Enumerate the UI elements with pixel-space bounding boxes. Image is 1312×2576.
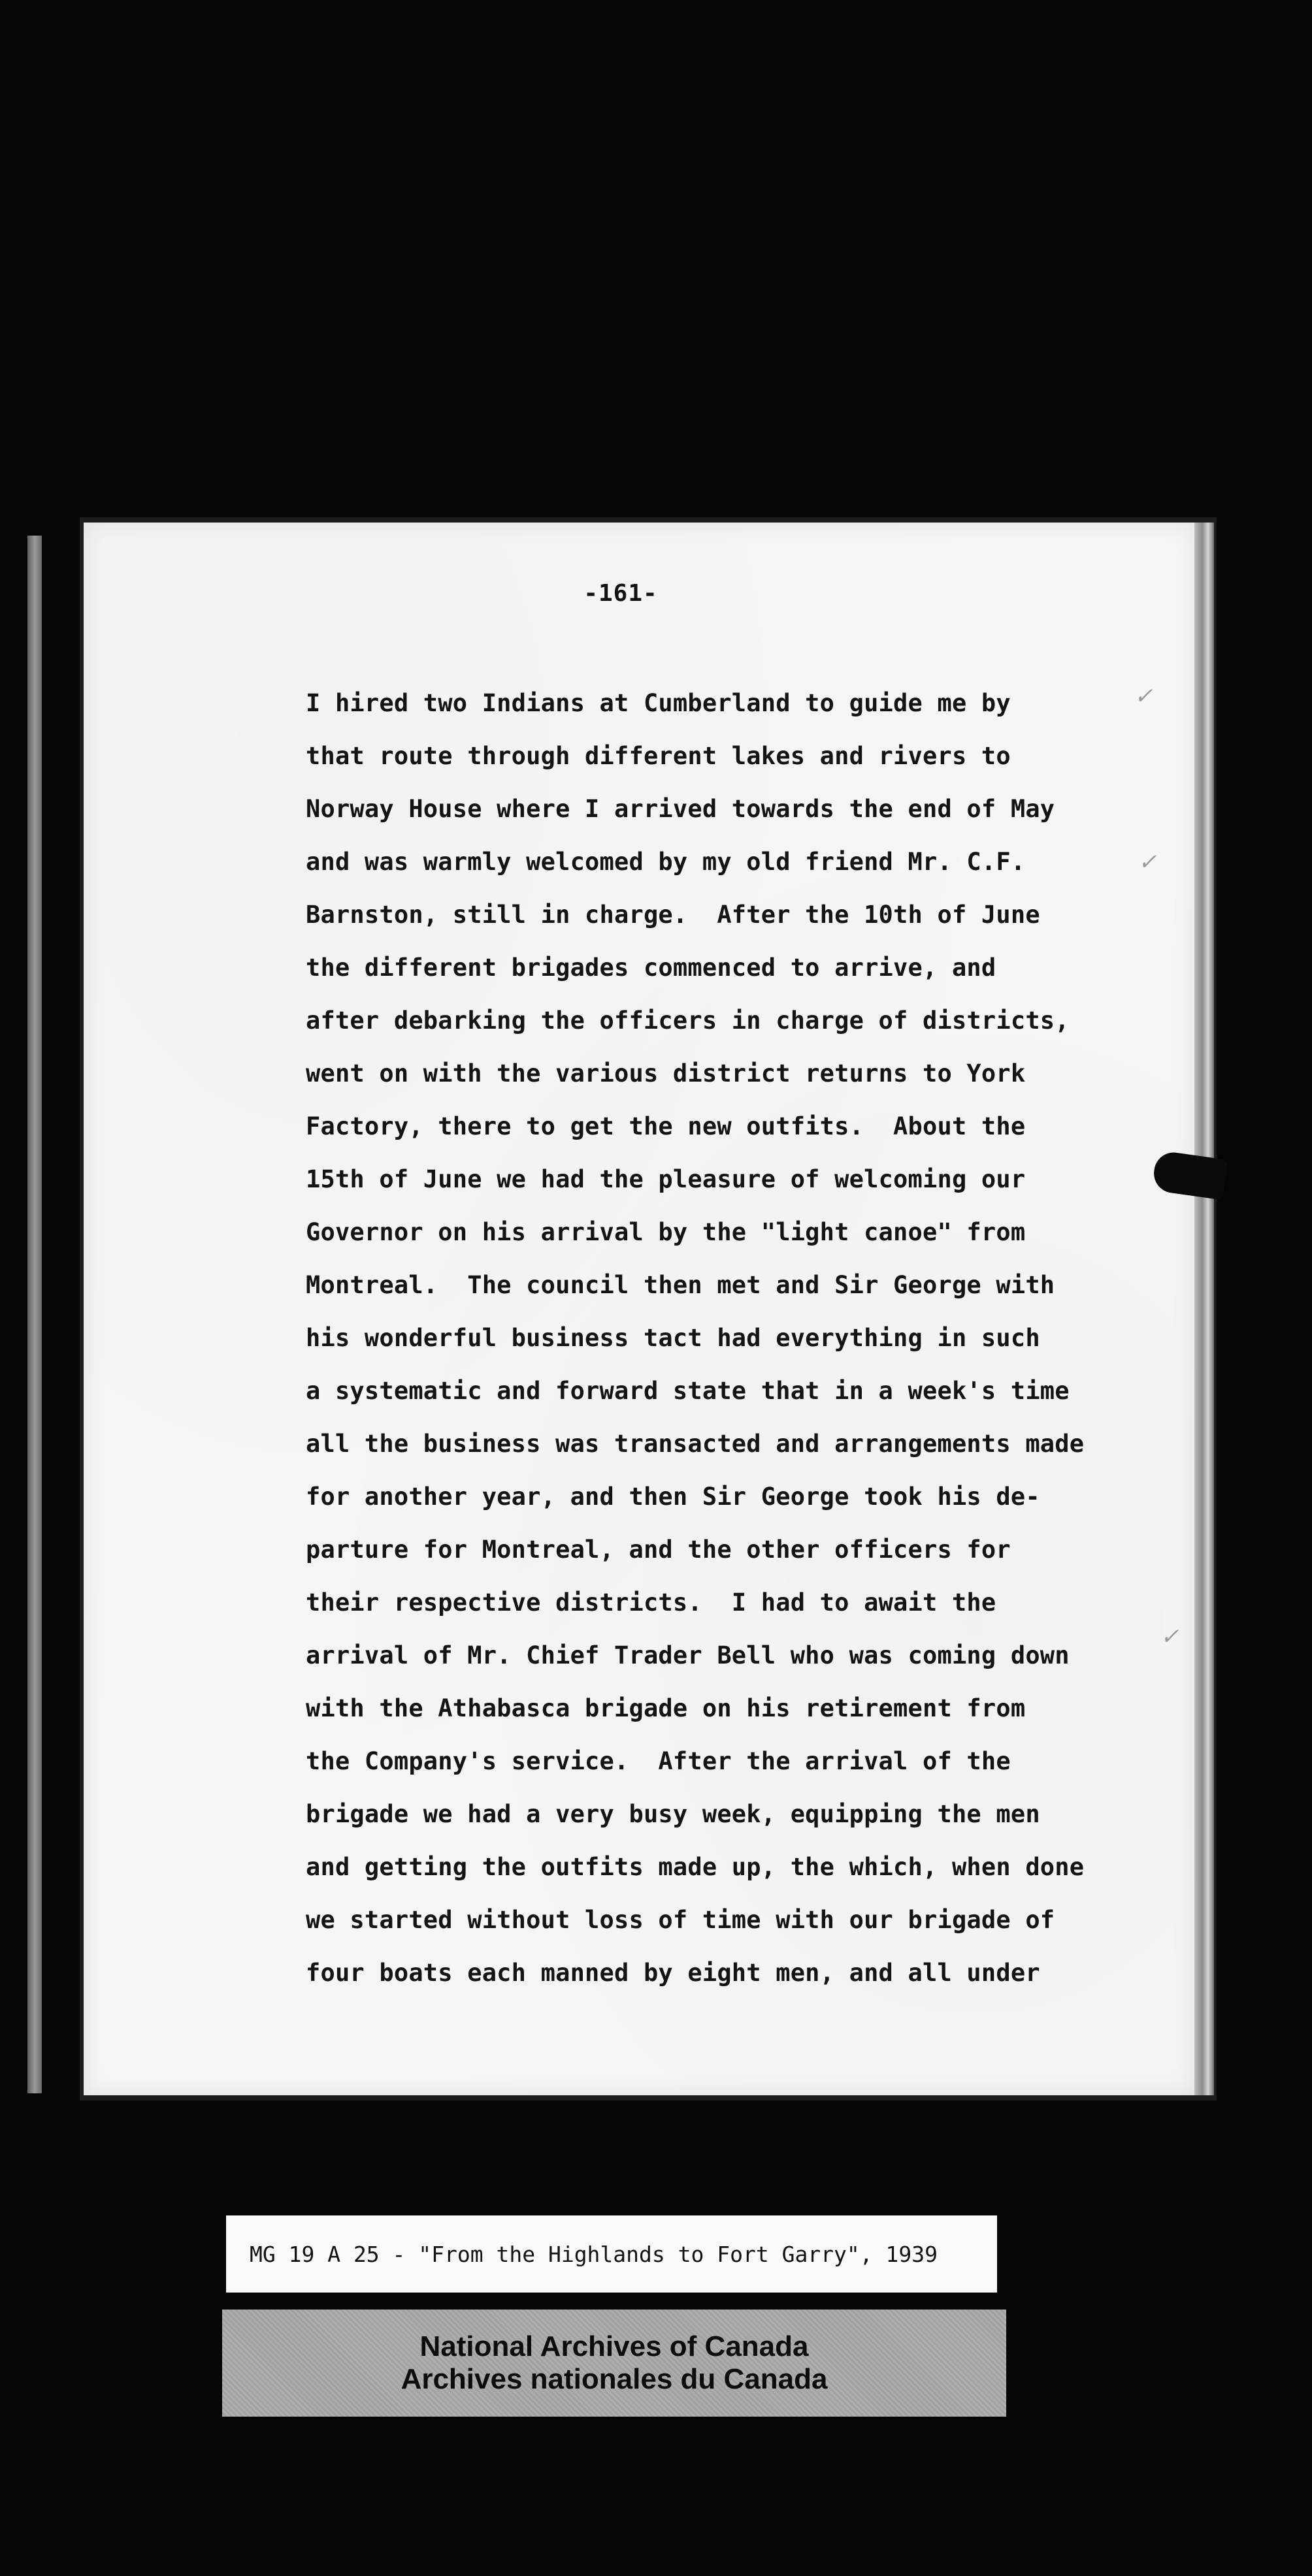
film-edge-strip xyxy=(27,536,42,2093)
text-line: and getting the outfits made up, the which, when done xyxy=(306,1853,1085,1881)
text-line: after debarking the officers in charge of districts, xyxy=(306,1006,1070,1035)
text-line: all the business was transacted and arrangements made xyxy=(306,1430,1085,1458)
text-line: Norway House where I arrived towards the end of May xyxy=(306,795,1055,823)
text-line: Governor on his arrival by the "light canoe" from xyxy=(306,1218,1026,1246)
archive-banner xyxy=(222,2310,1006,2417)
text-line: I hired two Indians at Cumberland to guide me by xyxy=(306,689,1011,717)
text-line: went on with the various district returns to York xyxy=(306,1059,1026,1087)
text-line: four boats each manned by eight men, and all under xyxy=(306,1959,1040,1987)
pencil-check-mark: ✓ xyxy=(1138,849,1157,875)
text-line: arrival of Mr. Chief Trader Bell who was coming down xyxy=(306,1641,1070,1669)
text-line: their respective districts. I had to await the xyxy=(306,1588,996,1617)
pencil-check-mark: ✓ xyxy=(1160,1624,1179,1650)
text-line: and was warmly welcomed by my old friend Mr. C.F. xyxy=(306,848,1026,876)
text-line: brigade we had a very busy week, equipping the men xyxy=(306,1800,1040,1828)
text-line: Barnston, still in charge. After the 10th of June xyxy=(306,901,1040,929)
text-line: 15th of June we had the pleasure of welcoming our xyxy=(306,1165,1026,1193)
text-line: Factory, there to get the new outfits. About the xyxy=(306,1112,1026,1140)
text-line: we started without loss of time with our brigade of xyxy=(306,1906,1055,1934)
text-line: his wonderful business tact had everything in such xyxy=(306,1324,1040,1352)
typed-body-text xyxy=(306,677,1181,1999)
text-line: Montreal. The council then met and Sir George with xyxy=(306,1271,1055,1299)
archive-name-english: National Archives of Canada xyxy=(419,2330,809,2362)
pencil-check-mark: ✓ xyxy=(1134,683,1153,709)
text-line: the different brigades commenced to arrive, and xyxy=(306,954,996,982)
text-line: a systematic and forward state that in a week's time xyxy=(306,1377,1070,1405)
microfilm-reference-caption: MG 19 A 25 - "From the Highlands to Fort Garry", 1939 xyxy=(226,2215,997,2293)
text-line: with the Athabasca brigade on his retirement from xyxy=(306,1694,1026,1722)
text-line: for another year, and then Sir George took his de- xyxy=(306,1483,1040,1511)
text-line: the Company's service. After the arrival of the xyxy=(306,1747,1011,1775)
text-line: that route through different lakes and rivers to xyxy=(306,742,1011,770)
page-number: -161- xyxy=(583,580,658,607)
paper-stack-edge xyxy=(1194,523,1214,2095)
archive-name-french: Archives nationales du Canada xyxy=(401,2363,828,2395)
text-line: parture for Montreal, and the other officers for xyxy=(306,1536,1011,1564)
